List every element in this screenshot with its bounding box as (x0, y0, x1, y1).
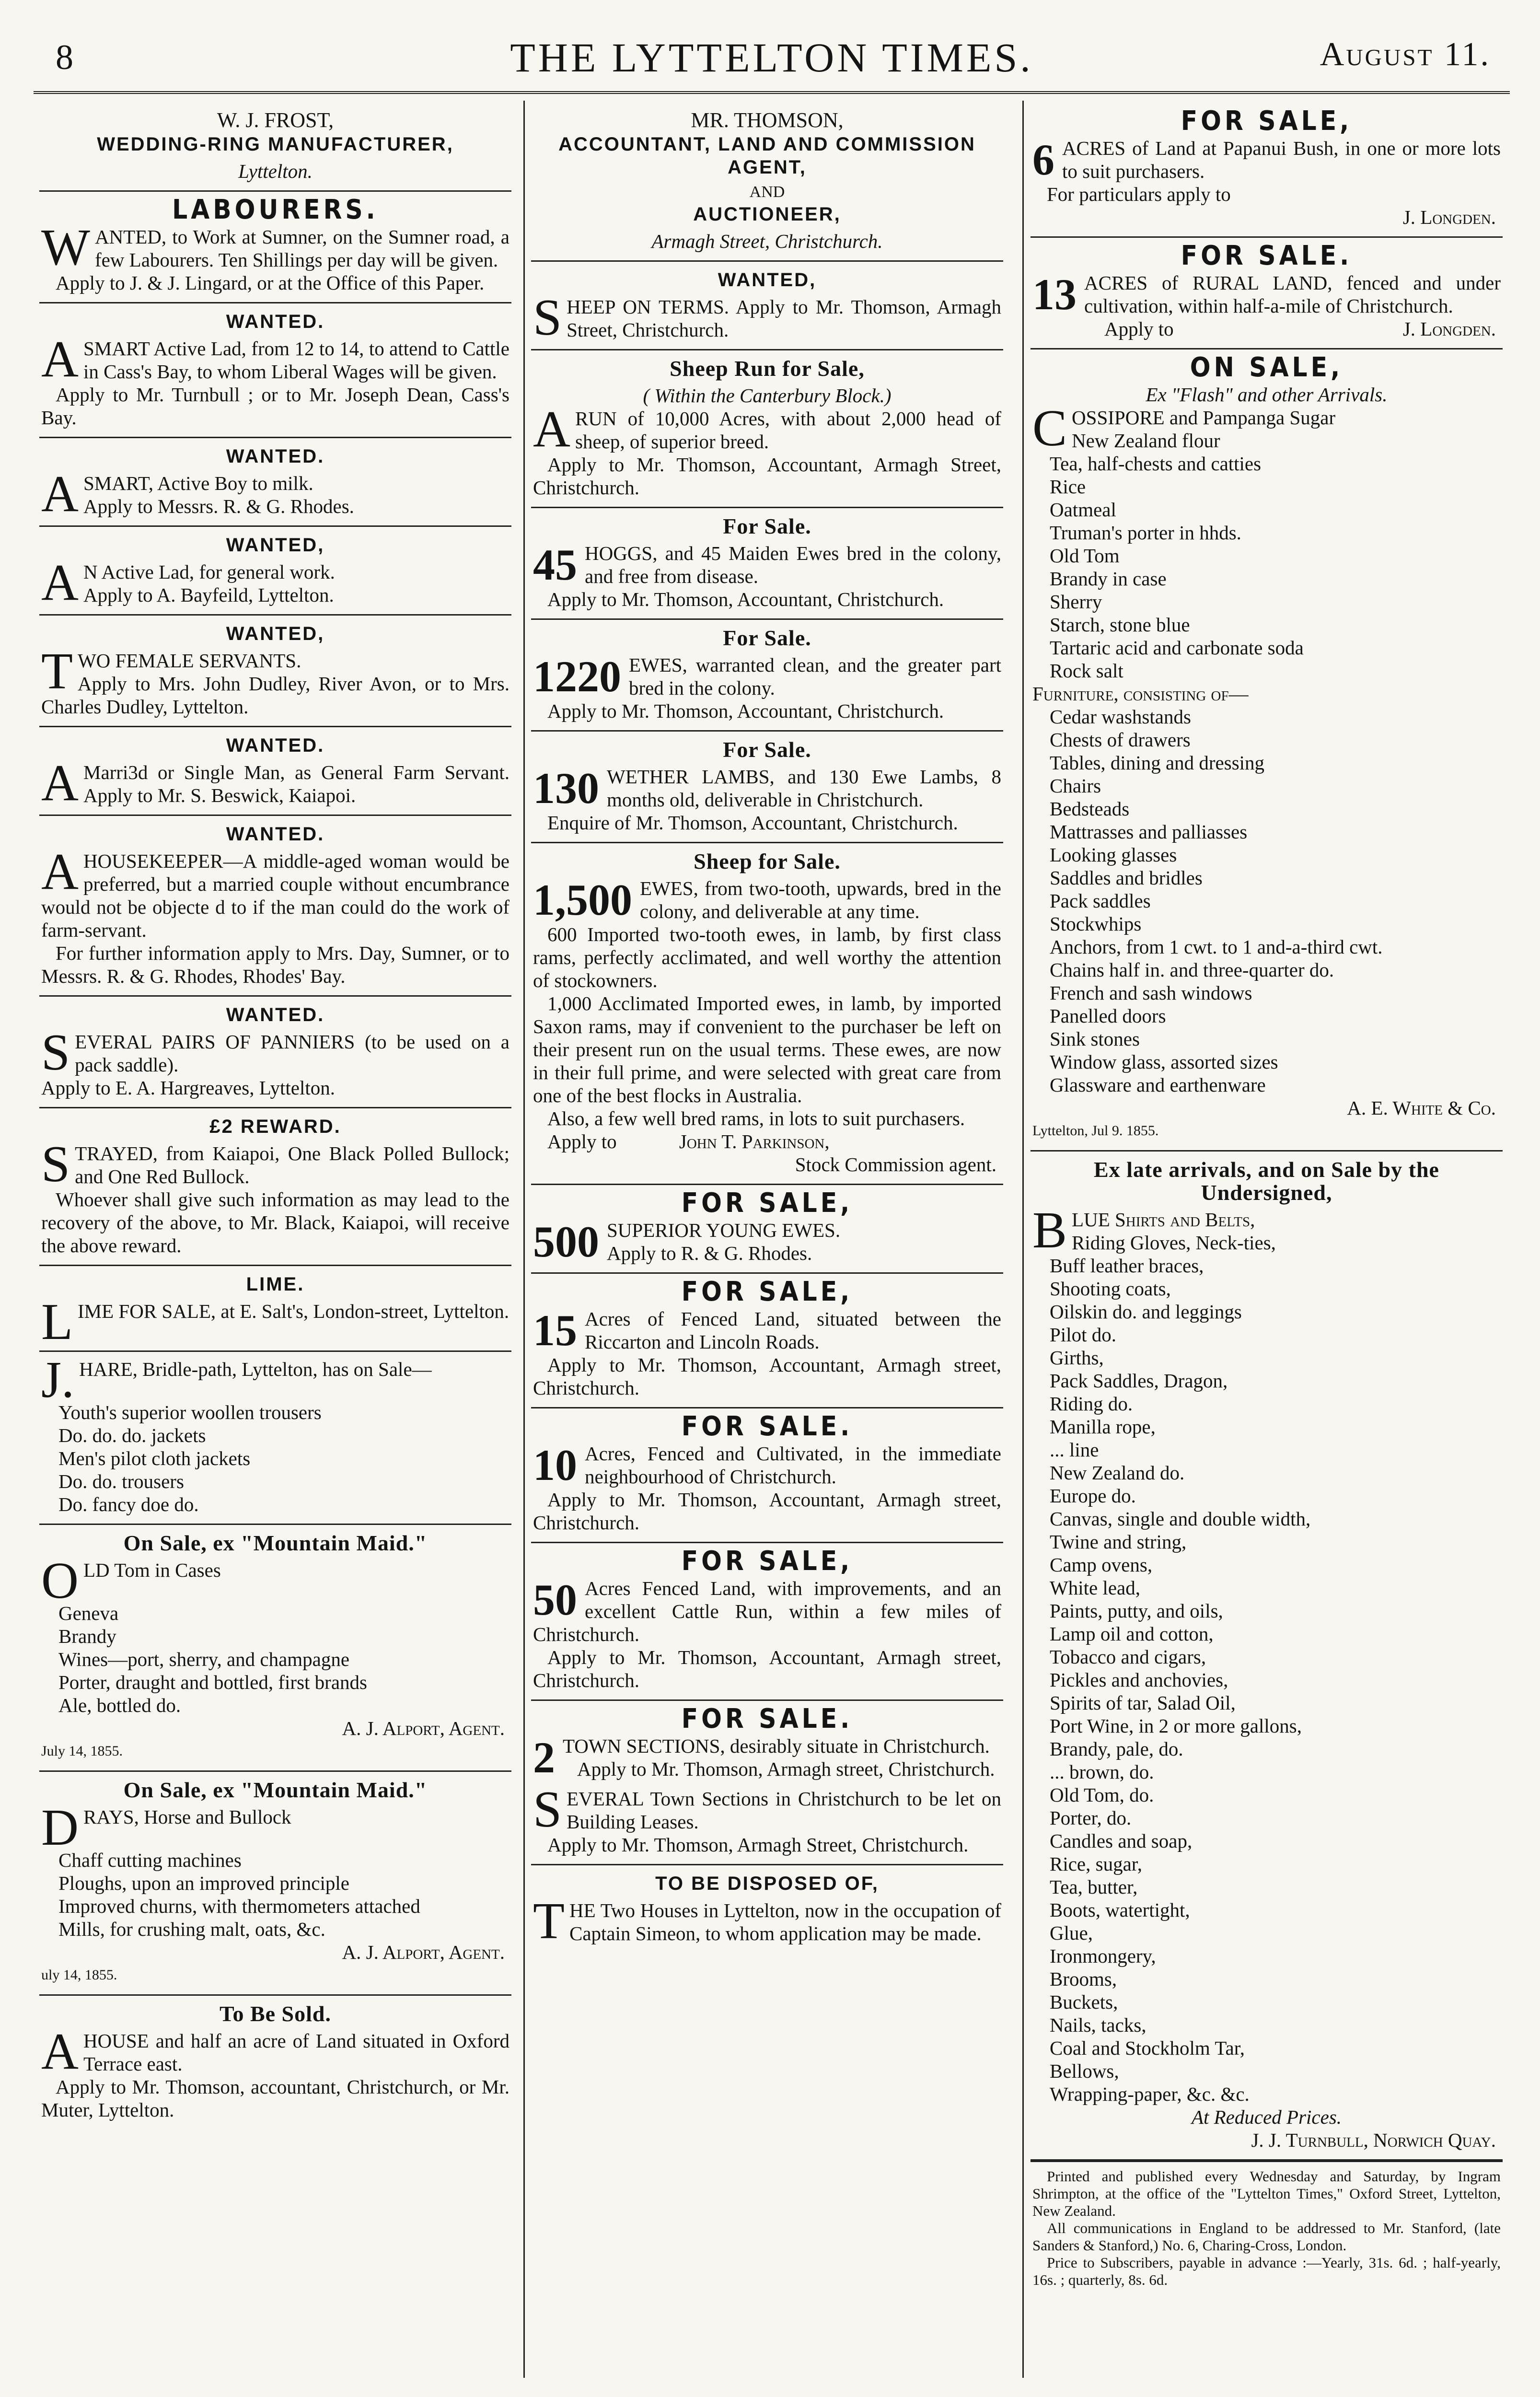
ad-apply: Apply to Mr. Thomson, Accountant, Christchurch. (547, 588, 944, 610)
ad-heading: Sheep for Sale. (694, 849, 841, 873)
list-item: White lead, (1050, 1577, 1140, 1599)
ad-frost (39, 103, 511, 192)
advertiser-place: Lyttelton. (238, 160, 313, 182)
lot-number: 2 (533, 1733, 555, 1782)
ad-heading: WANTED, (226, 623, 325, 644)
list-item: Window glass, assorted sizes (1050, 1051, 1278, 1073)
masthead-rule (34, 91, 1510, 94)
ad-signature: A. J. Alport, Agent. (342, 1941, 505, 1963)
list-item: Paints, putty, and oils, (1050, 1600, 1223, 1622)
list-item: Improved churns, with thermometers attached (58, 1895, 420, 1917)
advertiser-name: MR. THOMSON, (691, 108, 844, 132)
ad-heading: ON SALE, (1190, 352, 1343, 383)
ad-signature: J. J. Turnbull, Norwich Quay. (1251, 2129, 1496, 2151)
lot-number: 1,500 (533, 875, 632, 924)
lot-number: 500 (533, 1217, 599, 1266)
list-item: Tea, half-chests and catties (1050, 453, 1262, 475)
ad-apply: Apply to Messrs. R. & G. Rhodes. (83, 495, 354, 517)
ad-body: WO FEMALE SERVANTS. (77, 650, 301, 672)
ad-body: HOGGS, and 45 Maiden Ewes bred in the colony, and free from disease. (585, 542, 1001, 587)
drop-cap: S (41, 1136, 70, 1193)
furniture-list (1032, 705, 1501, 1096)
ad-lime (39, 1266, 511, 1352)
list-item: Riding Gloves, Neck-ties, (1072, 1232, 1276, 1254)
list-item: Chaff cutting machines (58, 1849, 242, 1871)
ad-body: HEEP ON TERMS. Apply to Mr. Thomson, Armagh Street, Christchurch. (567, 296, 1001, 341)
list-item: Ale, bottled do. (58, 1694, 181, 1716)
ad-body: HARE, Bridle-path, Lyttelton, has on Sale— (79, 1358, 432, 1380)
ad-acres-15 (531, 1274, 1003, 1408)
list-item: Chains half in. and three-quarter do. (1050, 959, 1334, 981)
list-item: ... brown, do. (1050, 1761, 1154, 1783)
masthead (38, 34, 1505, 86)
list-item: Brandy (58, 1625, 116, 1647)
drop-cap: A (533, 401, 570, 458)
advertiser-auctioneer: AUCTIONEER, (693, 204, 841, 225)
ad-heading: £2 REWARD. (209, 1116, 341, 1137)
ad-town-sections (531, 1701, 1003, 1865)
lot-number: 1220 (533, 652, 621, 701)
ad-mountain-maid-1 (39, 1525, 511, 1772)
item-list (41, 1602, 509, 1717)
ad-prices: At Reduced Prices. (1191, 2106, 1342, 2128)
drop-cap: D (41, 1799, 79, 1856)
list-item: Old Tom (1050, 545, 1120, 567)
apply-label: Apply to (547, 1130, 617, 1152)
list-item: New Zealand flour (1072, 430, 1220, 452)
apply-title: Stock Commission agent. (795, 1153, 996, 1175)
item-list (41, 1849, 509, 1941)
list-item: Pack Saddles, Dragon, (1050, 1370, 1228, 1392)
ad-body: Acres, Fenced and Cultivated, in the immediate neighbourhood of Christchurch. (585, 1443, 1001, 1488)
column-rule (1022, 101, 1024, 2378)
ad-apply: Apply to Mr. Thomson, Accountant, Christchurch. (547, 700, 944, 722)
list-item: Tea, butter, (1050, 1876, 1138, 1898)
item-list (1032, 429, 1501, 682)
ad-heading: WANTED. (226, 735, 325, 756)
lot-number: 50 (533, 1575, 577, 1624)
ad-signature: J. Longden. (1402, 206, 1496, 228)
furniture-label: Furniture, consisting of— (1032, 683, 1249, 705)
ad-sheep-on-terms (531, 262, 1003, 350)
ad-apply: Apply to Mr. Thomson, Accountant, Armagh street, Christchurch. (533, 1354, 1001, 1399)
ad-apply: Apply to Mr. Thomson, Accountant, Armagh Street, Christchurch. (533, 454, 1001, 499)
ad-body: SMART, Active Boy to milk. (83, 472, 313, 494)
ad-apply: Apply to Mr. Thomson, Accountant, Armagh street, Christchurch. (533, 1489, 1001, 1534)
ad-hare (39, 1352, 511, 1525)
list-item: New Zealand do. (1050, 1462, 1185, 1484)
ad-heading: FOR SALE, (1181, 105, 1353, 137)
drop-cap: L (41, 1293, 73, 1350)
ad-heading: Sheep Run for Sale, (670, 356, 865, 381)
imprint-england: All communications in England to be addressed to Mr. Stanford, (late Sanders & Stanford,) No. 6, Charing-Cross, London. (1032, 2220, 1501, 2254)
lot-number: 13 (1032, 270, 1077, 319)
ad-reward (39, 1108, 511, 1266)
ad-body: HOUSE and half an acre of Land situated in Oxford Terrace east. (83, 2030, 509, 2075)
list-item: Cedar washstands (1050, 706, 1191, 728)
list-item: Panelled doors (1050, 1005, 1166, 1027)
list-item: Ploughs, upon an improved principle (58, 1872, 349, 1894)
ad-body: N Active Lad, for general work. (83, 561, 335, 583)
list-item: Tobacco and cigars, (1050, 1646, 1206, 1668)
ad-body: ACRES of Land at Papanui Bush, in one or more lots to suit purchasers. (1062, 137, 1501, 182)
ad-date: Lyttelton, Jul 9. 1855. (1032, 1123, 1159, 1139)
advertiser-name: W. J. FROST, (217, 108, 334, 132)
ad-body: HE Two Houses in Lyttelton, now in the occupation of Captain Simeon, to whom application may be made. (569, 1899, 1001, 1944)
drop-cap: T (41, 643, 73, 700)
list-item: Rice (1050, 476, 1086, 498)
ad-wanted-housekeeper (39, 816, 511, 997)
ad-date: July 14, 1855. (41, 1743, 123, 1759)
list-item: Looking glasses (1050, 844, 1177, 866)
ad-body: Acres of Fenced Land, situated between the Riccarton and Lincoln Roads. (585, 1308, 1001, 1353)
column-1 (39, 103, 511, 2129)
ad-apply: Apply to (1104, 318, 1174, 340)
list-item: Bellows, (1050, 2060, 1119, 2082)
ad-wanted-servants (39, 616, 511, 727)
ad-body: RUN of 10,000 Acres, with about 2,000 head of sheep, of superior breed. (575, 407, 1001, 453)
ad-apply: Apply to Mr. Thomson, Accountant, Armagh street, Christchurch. (533, 1646, 1001, 1691)
ad-wanted-man (39, 727, 511, 816)
ad-heading: FOR SALE. (681, 1411, 853, 1442)
list-item: Geneva (58, 1602, 119, 1624)
list-item: Nails, tacks, (1050, 2014, 1146, 2036)
ad-mountain-maid-2 (39, 1772, 511, 1996)
ad-apply: Apply to R. & G. Rhodes. (607, 1242, 812, 1264)
list-item: Men's pilot cloth jackets (58, 1447, 251, 1469)
list-item: Tartaric acid and carbonate soda (1050, 637, 1304, 659)
ad-heading: FOR SALE, (681, 1187, 853, 1219)
ad-body: EVERAL PAIRS OF PANNIERS (to be used on a pack saddle). (75, 1031, 509, 1076)
ad-acres-50 (531, 1543, 1003, 1701)
ad-body: WETHER LAMBS, and 130 Ewe Lambs, 8 months old, deliverable in Christchurch. (607, 766, 1001, 811)
ad-apply: Apply to Mrs. John Dudley, River Avon, or to Mrs. Charles Dudley, Lyttelton. (41, 673, 509, 718)
drop-cap: A (41, 843, 79, 900)
list-item: Chests of drawers (1050, 729, 1191, 751)
list-item: Porter, draught and bottled, first brands (58, 1671, 367, 1693)
ad-apply: For particulars apply to (1047, 183, 1231, 205)
apply-name: John T. Parkinson, (679, 1130, 830, 1152)
ad-body: Marri3d or Single Man, as General Farm Servant. Apply to Mr. S. Beswick, Kaiapoi. (83, 761, 509, 806)
ad-body: EWES, from two-tooth, upwards, bred in the colony, and deliverable at any time. (640, 877, 1001, 922)
ad-ewes-1220 (531, 620, 1003, 732)
ad-body: ACRES of RURAL LAND, fenced and under cultivation, within half-a-mile of Christchurch. (1084, 272, 1501, 317)
list-item: Saddles and bridles (1050, 867, 1203, 889)
list-item: Glassware and earthenware (1050, 1074, 1266, 1096)
ad-body: HOUSEKEEPER—A middle-aged woman would be preferred, but a married couple without encumbrance would not be objecte d to if the man could do the work of farm-servant. (41, 850, 509, 941)
list-item: Pickles and anchovies, (1050, 1669, 1228, 1691)
lot-number: 10 (533, 1441, 577, 1489)
list-item: Brandy in case (1050, 568, 1167, 590)
list-item: Do. fancy doe do. (58, 1493, 199, 1515)
list-item: Sherry (1050, 591, 1102, 613)
ad-subheading: Ex "Flash" and other Arrivals. (1146, 384, 1388, 406)
drop-cap: S (533, 1781, 562, 1838)
list-item: Riding do. (1050, 1393, 1133, 1415)
ad-apply: For further information apply to Mrs. Day, Sumner, or to Messrs. R. & G. Rhodes, Rhodes' Bay. (41, 942, 509, 987)
list-item: Manilla rope, (1050, 1416, 1156, 1438)
list-item: Porter, do. (1050, 1807, 1132, 1829)
paper-title: THE LYTTELTON TIMES. (510, 35, 1033, 81)
list-item: Sink stones (1050, 1028, 1140, 1050)
ad-body: ANTED, to Work at Sumner, on the Sumner road, a few Labourers. Ten Shillings per day will be given. (94, 226, 509, 271)
ad-signature: A. E. White & Co. (1347, 1097, 1496, 1119)
ad-apply: Apply to Mr. Thomson, accountant, Christchurch, or Mr. Muter, Lyttelton. (41, 2076, 509, 2121)
ad-apply: Apply to J. & J. Lingard, or at the Office of this Paper. (56, 272, 485, 294)
list-item: Buff leather braces, (1050, 1255, 1204, 1277)
lot-number: 45 (533, 540, 577, 589)
ad-ewes-1500 (531, 843, 1003, 1185)
list-item: Canvas, single and double width, (1050, 1508, 1311, 1530)
drop-cap: C (1032, 400, 1067, 457)
ad-heading: For Sale. (723, 514, 811, 538)
column-3 (1031, 103, 1503, 2296)
column-2 (531, 103, 1003, 1953)
list-item: Buckets, (1050, 1991, 1118, 2013)
ad-heading: WANTED. (226, 446, 325, 467)
ad-heading: LIME. (246, 1274, 305, 1295)
list-item: Pack saddles (1050, 890, 1151, 912)
lot-number: 15 (533, 1306, 577, 1355)
drop-cap: A (41, 465, 79, 523)
list-item: Wrapping-paper, &c. &c. (1050, 2083, 1250, 2105)
list-item: Candles and soap, (1050, 1830, 1193, 1852)
list-item: Shooting coats, (1050, 1278, 1171, 1300)
advertiser-title: ACCOUNTANT, LAND AND COMMISSION AGENT, (558, 134, 976, 178)
ad-body: SMART Active Lad, from 12 to 14, to attend to Cattle in Cass's Bay, to whom Liberal Wages will be given. (83, 337, 509, 383)
list-item: Rock salt (1050, 660, 1123, 682)
lot-number: 6 (1032, 135, 1054, 184)
list-item: Coal and Stockholm Tar, (1050, 2037, 1245, 2059)
list-item: Mills, for crushing malt, oats, &c. (58, 1918, 325, 1940)
list-item: Lamp oil and cotton, (1050, 1623, 1214, 1645)
item-list (41, 1401, 509, 1516)
drop-cap: S (533, 289, 562, 346)
ad-sheep-run (531, 350, 1003, 508)
drop-cap: A (41, 2023, 79, 2080)
list-item: Glue, (1050, 1922, 1093, 1944)
ad-heading: TO BE DISPOSED OF, (655, 1873, 879, 1894)
list-item: Old Tom, do. (1050, 1784, 1154, 1806)
item-list (1032, 1231, 1501, 2106)
ad-heading: WANTED. (226, 824, 325, 845)
list-item: Europe do. (1050, 1485, 1136, 1507)
ad-body: IME FOR SALE, at E. Salt's, London-street, Lyttelton. (77, 1300, 509, 1322)
drop-cap: J. (41, 1351, 75, 1408)
ad-body: EVERAL Town Sections in Christchurch to be let on Building Leases. (567, 1788, 1001, 1833)
ad-body: TOWN SECTIONS, desirably situate in Christchurch. (563, 1735, 990, 1757)
ad-apply: Apply to Mr. Turnbull ; or to Mr. Joseph Dean, Cass's Bay. (41, 384, 509, 429)
list-item: Do. do. trousers (58, 1470, 184, 1492)
ad-heading: WANTED, (226, 535, 325, 556)
list-item: Boots, watertight, (1050, 1899, 1190, 1921)
lot-number: 130 (533, 764, 599, 813)
ad-heading: FOR SALE, (681, 1276, 853, 1307)
imprint-publisher: Printed and published every Wednesday and Saturday, by Ingram Shrimpton, at the office of the "Lyttelton Times," Oxford Street, Lyttelton, New Zealand. (1032, 2168, 1501, 2219)
ad-signature: J. Longden. (1402, 318, 1496, 340)
advertiser-trade: WEDDING-RING MANUFACTURER, (97, 134, 454, 155)
column-rule (523, 101, 525, 2378)
imprint (1031, 2161, 1503, 2296)
drop-cap: B (1032, 1202, 1067, 1259)
list-item: Spirits of tar, Salad Oil, (1050, 1692, 1236, 1714)
list-item: Rice, sugar, (1050, 1853, 1143, 1875)
ad-heading: LABOURERS. (172, 194, 379, 225)
ad-wanted-panniers (39, 997, 511, 1108)
ad-subheading: ( Within the Canterbury Block.) (643, 384, 892, 407)
drop-cap: A (41, 755, 79, 812)
list-item: ... line (1050, 1439, 1099, 1461)
page-number: 8 (56, 38, 73, 77)
ad-date: uly 14, 1855. (41, 1967, 117, 1983)
ad-heading: For Sale. (723, 626, 811, 650)
ad-acres-6 (1031, 103, 1503, 238)
list-item: Truman's porter in hhds. (1050, 522, 1241, 544)
list-item: Starch, stone blue (1050, 614, 1190, 636)
list-item: French and sash windows (1050, 982, 1252, 1004)
ad-signature: A. J. Alport, Agent. (342, 1717, 505, 1739)
ad-heading: WANTED. (226, 1004, 325, 1025)
ad-body: OSSIPORE and Pampanga Sugar (1072, 407, 1336, 429)
ad-body: Acres Fenced Land, with improvements, and an excellent Cattle Run, within a few miles of Christchurch. (533, 1577, 1001, 1645)
drop-cap: W (41, 219, 90, 276)
ad-body: LD Tom in Cases (83, 1559, 221, 1581)
ad-apply: Apply to A. Bayfeild, Lyttelton. (83, 584, 334, 606)
list-item: Mattrasses and palliasses (1050, 821, 1248, 843)
list-item: Tables, dining and dressing (1050, 752, 1265, 774)
list-item: Bedsteads (1050, 798, 1130, 820)
ad-body: TRAYED, from Kaiapoi, One Black Polled Bullock; and One Red Bullock. (75, 1142, 509, 1187)
list-item: Do. do. do. jackets (58, 1424, 206, 1446)
ad-wanted-boy (39, 438, 511, 527)
advertiser-and: AND (749, 183, 785, 201)
ad-thomson (531, 103, 1003, 262)
ad-acres-13 (1031, 238, 1503, 349)
ad-late-arrivals (1031, 1152, 1503, 2161)
ad-paragraph: 600 Imported two-tooth ewes, in lamb, by first class rams, perfectly acclimated, and well worthy the attention of stockowners. (533, 923, 1001, 991)
drop-cap: S (41, 1024, 70, 1081)
ad-wether-lambs (531, 732, 1003, 843)
ad-heading: FOR SALE. (681, 1703, 853, 1734)
ad-heading: FOR SALE, (681, 1546, 853, 1577)
ad-body: LUE Shirts and Belts, (1072, 1209, 1255, 1231)
list-item: Stockwhips (1050, 913, 1142, 935)
ad-body: SUPERIOR YOUNG EWES. (607, 1219, 841, 1241)
ad-apply: Apply to E. A. Hargreaves, Lyttelton. (41, 1077, 335, 1099)
ad-apply: Whoever shall give such information as may lead to the recovery of the above, to Mr. Black, Kaiapoi, will receive the above reward. (41, 1188, 509, 1257)
drop-cap: T (533, 1893, 565, 1950)
ad-to-be-sold (39, 1996, 511, 2129)
issue-date: August 11. (1320, 36, 1491, 73)
list-item: Twine and string, (1050, 1531, 1187, 1553)
list-item: Girths, (1050, 1347, 1104, 1369)
ad-paragraph: 1,000 Acclimated Imported ewes, in lamb, by imported Saxon rams, may if convenient to the purchaser be left on their present run on the usual terms. These ewes, are now in their full prime, and were selected with great care from one of the best flocks in Australia. (533, 992, 1001, 1106)
ad-apply: Apply to Mr. Thomson, Armagh Street, Christchurch. (547, 1834, 969, 1856)
drop-cap: O (41, 1552, 79, 1609)
ad-heading: FOR SALE. (1181, 240, 1353, 271)
list-item: Chairs (1050, 775, 1101, 797)
list-item: Wines—port, sherry, and champagne (58, 1648, 350, 1670)
list-item: Port Wine, in 2 or more gallons, (1050, 1715, 1302, 1737)
list-item: Camp ovens, (1050, 1554, 1153, 1576)
ad-apply: Enquire of Mr. Thomson, Accountant, Christchurch. (547, 812, 958, 834)
list-item: Brandy, pale, do. (1050, 1738, 1183, 1760)
ad-ewes-500 (531, 1185, 1003, 1274)
advertiser-address: Armagh Street, Christchurch. (651, 230, 883, 252)
list-item: Oilskin do. and leggings (1050, 1301, 1242, 1323)
list-item: Youth's superior woollen trousers (58, 1401, 322, 1423)
imprint-price: Price to Subscribers, payable in advance :—Yearly, 31s. 6d. ; half-yearly, 16s. ; quarterly, 8s. 6d. (1032, 2254, 1501, 2288)
ad-acres-10 (531, 1408, 1003, 1543)
ad-disposed (531, 1865, 1003, 1953)
ad-heading: On Sale, ex "Mountain Maid." (123, 1531, 428, 1555)
ad-heading: On Sale, ex "Mountain Maid." (123, 1778, 428, 1802)
ad-hoggs (531, 508, 1003, 620)
ad-wanted-active-lad (39, 527, 511, 616)
ad-heading: Ex late arrivals, and on Sale by the Undersigned, (1094, 1157, 1439, 1205)
list-item: Oatmeal (1050, 499, 1116, 521)
list-item: Pilot do. (1050, 1324, 1116, 1346)
drop-cap: A (41, 554, 79, 611)
ad-wanted-lad (39, 303, 511, 438)
ad-heading: For Sale. (723, 737, 811, 762)
list-item: Brooms, (1050, 1968, 1117, 1990)
ad-heading: WANTED, (718, 269, 817, 291)
ad-heading: WANTED. (226, 311, 325, 332)
ad-body: RAYS, Horse and Bullock (83, 1806, 291, 1828)
ad-apply: Apply to Mr. Thomson, Armagh street, Christchurch. (577, 1758, 995, 1780)
ad-labourers (39, 192, 511, 303)
ad-body: EWES, warranted clean, and the greater part bred in the colony. (629, 654, 1001, 699)
ad-on-sale (1031, 349, 1503, 1152)
list-item: Anchors, from 1 cwt. to 1 and-a-third cwt. (1050, 936, 1383, 958)
ad-heading: To Be Sold. (219, 2001, 331, 2026)
ad-paragraph: Also, a few well bred rams, in lots to suit purchasers. (547, 1107, 965, 1129)
drop-cap: A (41, 331, 79, 388)
list-item: Ironmongery, (1050, 1945, 1156, 1967)
